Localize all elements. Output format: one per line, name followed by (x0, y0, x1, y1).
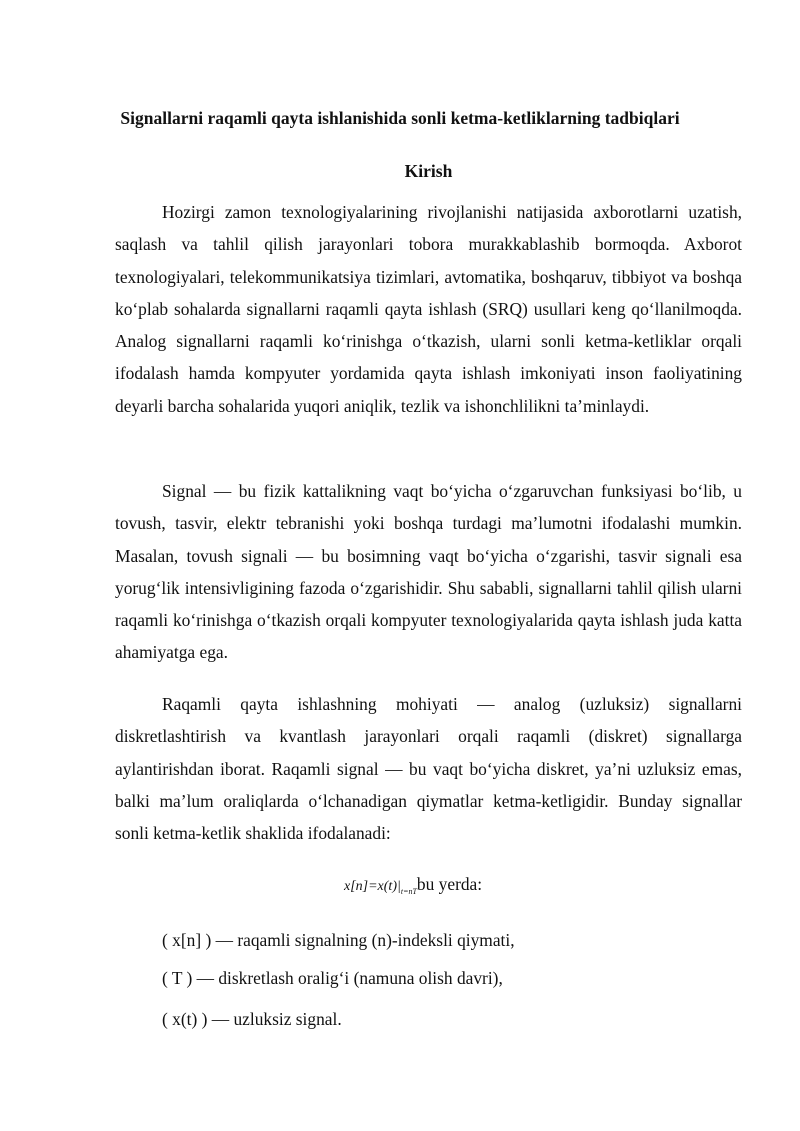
paragraph-digital-processing: Raqamli qayta ishlashning mohiyati — analog (uzluksiz) signallarni diskretlashtirish va kvantlash jarayonlari orqali raqamli (diskret) signallarga aylantirishdan iborat. Raqamli signal — bu vaqt bo‘yicha diskret, ya’ni uzluksiz emas, balki ma’lum oraliqlarda o‘lchanadigan qiymatlar ketma-ketligidir. Bunday signallar sonli ketma-ketlik shaklida ifodalanadi: (115, 694, 742, 844)
definition-item: ( x(t) ) — uzluksiz signal. (162, 1009, 342, 1029)
section-heading: Kirish (404, 161, 453, 181)
formula-expression: x[n]=x(t)| (344, 879, 401, 894)
document-title: Signallarni raqamli qayta ishlanishida sonli ketma-ketliklarning tadbiqlari (120, 108, 680, 128)
definition-item: ( T ) — diskretlash oralig‘i (namuna olish davri), (162, 968, 503, 988)
definition-item: ( x[n] ) — raqamli signalning (n)-indeksli qiymati, (162, 930, 515, 950)
sampling-formula (344, 872, 482, 904)
paragraph-intro: Hozirgi zamon texnologiyalarining rivojlanishi natijasida axborotlarni uzatish, saqlash va tahlil qilish jarayonlari tobora murakkablashib bormoqda. Axborot texnologiyalari, telekommunikatsiya tizimlari, avtomatika, boshqaruv, tibbiyot va boshqa ko‘plab sohalarda signallarni raqamli qayta ishlash (SRQ) usullari keng qo‘llanilmoqda. Analog signallarni raqamli ko‘rinishga o‘tkazish, ularni sonli ketma-ketliklar orqali ifodalash hamda kompyuter yordamida qayta ishlash imkoniyati inson faoliyatining deyarli barcha sohalarida yuqori aniqlik, tezlik va ishonchlilikni ta’minlaydi. (115, 202, 742, 416)
paragraph-signal-definition: Signal — bu fizik kattalikning vaqt bo‘yicha o‘zgaruvchan funksiyasi bo‘lib, u tovush, tasvir, elektr tebranishi yoki boshqa turdagi ma’lumotni ifodalashi mumkin. Masalan, tovush signali — bu bosimning vaqt bo‘yicha o‘zgarishi, tasvir signali esa yorug‘lik intensivligining fazoda o‘zgarishidir. Shu sababli, signallarni tahlil qilish ularni raqamli ko‘rinishga o‘tkazish orqali kompyuter texnologiyalarida qayta ishlash juda katta ahamiyatga ega. (115, 481, 742, 663)
formula-suffix: bu yerda: (416, 874, 483, 894)
formula-subscript: t=nT (400, 887, 417, 896)
